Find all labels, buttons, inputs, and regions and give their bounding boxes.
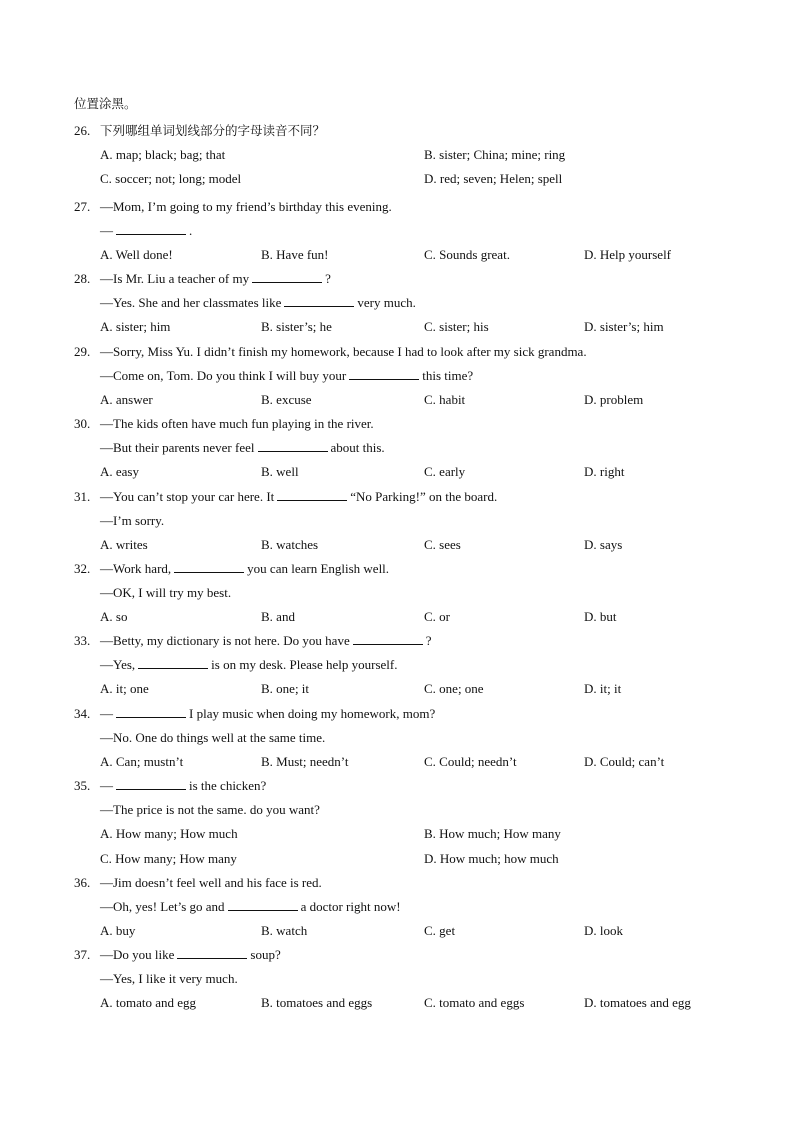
answer-blank[interactable] [116,705,186,718]
answer-blank[interactable] [177,946,247,959]
question-35 [0,774,794,871]
question-text: —OK, I will try my best. [100,585,232,601]
intro-text: 位置涂黑。 [74,96,137,111]
option-c[interactable]: C. Sounds great. [424,247,510,263]
question-text: —You can’t stop your car here. It “No Parking!” on the board. [100,489,498,504]
option-c[interactable]: C. get [424,923,456,939]
option-d[interactable]: D. Could; can’t [584,754,665,770]
option-a[interactable]: A. writes [100,537,148,553]
question-number: 34. [74,706,91,721]
answer-blank[interactable] [252,270,322,283]
question-number: 28. [74,271,91,286]
question-number: 30. [74,416,91,431]
option-d[interactable]: D. right [584,464,625,480]
answer-blank[interactable] [349,367,419,380]
option-c[interactable]: C. Could; needn’t [424,754,517,770]
question-number: 31. [74,489,91,504]
option-b[interactable]: B. sister’s; he [261,319,332,335]
answer-blank[interactable] [258,439,328,452]
question-text: —Betty, my dictionary is not here. Do you have ? [100,633,432,648]
option-d[interactable]: D. look [584,923,623,939]
question-33 [0,629,794,702]
option-d[interactable]: D. Help yourself [584,247,672,263]
question-text: —Do you like soup? [100,947,281,962]
answer-blank[interactable] [353,632,423,645]
option-b[interactable]: B. watches [261,537,319,553]
option-c[interactable]: C. sister; his [424,319,489,335]
option-b[interactable]: B. Must; needn’t [261,754,349,770]
answer-blank[interactable] [138,656,208,669]
option-b[interactable]: B. excuse [261,392,312,408]
question-30 [0,412,794,485]
answer-blank[interactable] [277,488,347,501]
question-number: 27. [74,199,91,214]
option-a[interactable]: A. tomato and egg [100,995,197,1011]
option-d[interactable]: D. red; seven; Helen; spell [424,171,563,187]
question-text: —Come on, Tom. Do you think I will buy your this time? [100,368,474,384]
question-text: 下列哪组单词划线部分的字母读音不同？ [100,123,326,138]
question-text: —Yes. She and her classmates like very much. [100,295,416,311]
option-b[interactable]: B. tomatoes and eggs [261,995,373,1011]
option-c[interactable]: C. or [424,609,450,625]
option-a[interactable]: A. Can; mustn’t [100,754,184,770]
option-b[interactable]: B. watch [261,923,308,939]
option-a[interactable]: A. buy [100,923,136,939]
answer-blank[interactable] [284,294,354,307]
question-text: — I play music when doing my homework, mom? [100,706,436,721]
question-text: — is the chicken? [100,778,267,793]
option-a[interactable]: A. answer [100,392,153,408]
question-number: 32. [74,561,91,576]
question-text: —Jim doesn’t feel well and his face is red. [100,875,322,890]
option-a[interactable]: A. so [100,609,128,625]
question-text: —Yes, I like it very much. [100,971,238,987]
option-a[interactable]: A. easy [100,464,139,480]
question-text: —Work hard, you can learn English well. [100,561,390,576]
question-36 [0,871,794,944]
option-c[interactable]: C. habit [424,392,466,408]
option-b[interactable]: B. How much; How many [424,826,561,842]
question-number: 36. [74,875,91,890]
question-34 [0,702,794,775]
option-c[interactable]: C. tomato and eggs [424,995,525,1011]
question-number: 26. [74,123,91,138]
option-d[interactable]: D. tomatoes and egg [584,995,691,1011]
answer-blank[interactable] [116,777,186,790]
question-number: 33. [74,633,91,648]
question-27 [0,195,794,268]
option-b[interactable]: B. one; it [261,681,310,697]
option-a[interactable]: A. Well done! [100,247,173,263]
option-d[interactable]: D. How much; how much [424,850,559,866]
question-text: —Oh, yes! Let’s go and a doctor right now! [100,899,401,915]
option-a[interactable]: A. map; black; bag; that [100,147,226,163]
question-31 [0,485,794,558]
option-c[interactable]: C. sees [424,537,461,553]
question-29 [0,340,794,413]
option-b[interactable]: B. sister; China; mine; ring [424,147,566,163]
question-text: —No. One do things well at the same time. [100,730,326,746]
question-26 [0,119,794,192]
question-text: —But their parents never feel about this. [100,440,385,456]
question-text: —I’m sorry. [100,513,165,529]
question-text: —Mom, I’m going to my friend’s birthday this evening. [100,199,392,214]
option-d[interactable]: D. but [584,609,617,625]
option-d[interactable]: D. says [584,537,623,553]
question-text: —The kids often have much fun playing in the river. [100,416,374,431]
option-c[interactable]: C. soccer; not; long; model [100,171,242,187]
option-c[interactable]: C. early [424,464,466,480]
option-b[interactable]: B. Have fun! [261,247,329,263]
question-number: 29. [74,344,91,359]
option-a[interactable]: A. How many; How much [100,826,238,842]
question-number: 37. [74,947,91,962]
question-text: — . [100,223,193,239]
question-32 [0,557,794,630]
question-text: —Sorry, Miss Yu. I didn’t finish my homework, because I had to look after my sick grandma. [100,344,587,359]
option-a[interactable]: A. it; one [100,681,149,697]
question-text: —The price is not the same. do you want? [100,802,320,818]
option-a[interactable]: A. sister; him [100,319,171,335]
answer-blank[interactable] [116,222,186,235]
question-number: 35. [74,778,91,793]
option-b[interactable]: B. well [261,464,299,480]
option-b[interactable]: B. and [261,609,295,625]
option-c[interactable]: C. one; one [424,681,484,697]
option-d[interactable]: D. problem [584,392,644,408]
option-d[interactable]: D. it; it [584,681,622,697]
option-d[interactable]: D. sister’s; him [584,319,664,335]
option-c[interactable]: C. How many; How many [100,850,237,866]
question-37 [0,943,794,1016]
answer-blank[interactable] [174,560,244,573]
question-28 [0,267,794,340]
answer-blank[interactable] [228,898,298,911]
question-text: —Is Mr. Liu a teacher of my ? [100,271,331,286]
question-text: —Yes, is on my desk. Please help yourself. [100,657,398,673]
